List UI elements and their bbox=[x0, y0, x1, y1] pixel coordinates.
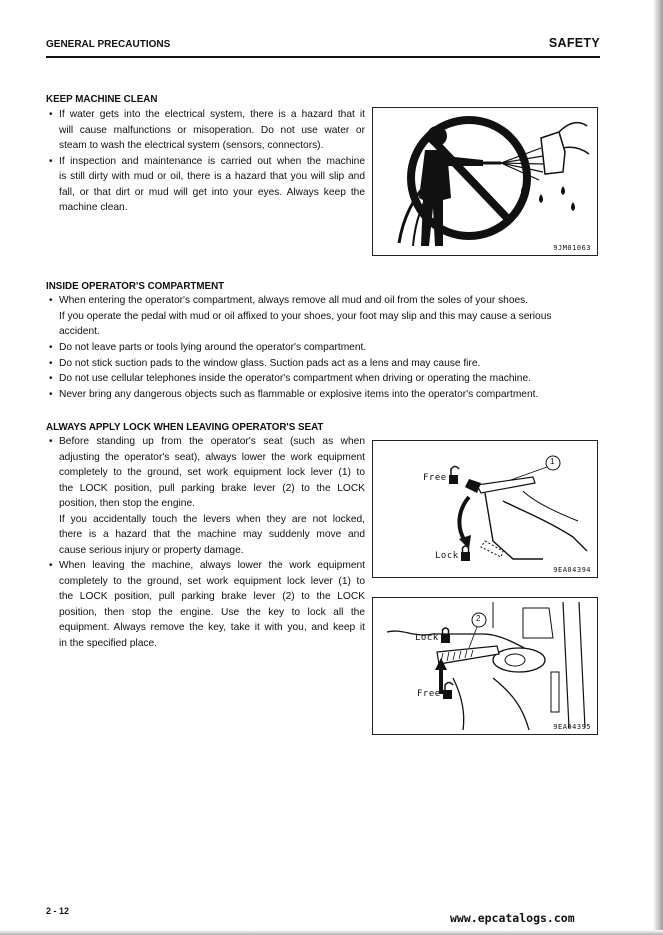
lock-label: Lock bbox=[435, 551, 459, 561]
section-title-keep-clean: KEEP MACHINE CLEAN bbox=[46, 94, 158, 105]
bullet: • bbox=[49, 155, 53, 167]
bullet: • bbox=[49, 436, 53, 447]
body-line: Never bring any dangerous objects such as flammable or explosive items into the operator's compartment. bbox=[59, 388, 539, 400]
body-line: Before standing up from the operator's seat (such as when bbox=[59, 436, 365, 447]
bullet: • bbox=[49, 357, 53, 369]
page-edge-shadow bbox=[653, 0, 663, 935]
bullet: • bbox=[49, 560, 53, 571]
figure-code: 9EA04394 bbox=[553, 566, 591, 574]
body-line: there is a hazard that the machine may suddenly move and bbox=[59, 529, 365, 540]
bullet: • bbox=[49, 342, 53, 353]
figure-code: 9EA04395 bbox=[553, 723, 591, 731]
body-line: the LOCK position, pull parking brake lever (2) to the LOCK bbox=[59, 591, 365, 602]
body-line: equipment. Always remove the key, take it with you, and keep it bbox=[59, 622, 365, 633]
no-washing-illustration bbox=[373, 108, 597, 255]
body-line: in the specified place. bbox=[59, 637, 157, 649]
body-line: When leaving the machine, always lower the work equipment bbox=[59, 560, 365, 571]
body-line: Do not use cellular telephones inside the operator's compartment when driving or operating the machine. bbox=[59, 373, 531, 384]
header-rule bbox=[46, 56, 600, 58]
body-line: When entering the operator's compartment, always remove all mud and oil from the soles of your shoes. bbox=[59, 295, 529, 306]
free-label: Free bbox=[417, 689, 441, 699]
body-line: completely to the ground, set work equipment lock lever (1) to bbox=[59, 467, 365, 478]
header-section-title: GENERAL PRECAUTIONS bbox=[46, 39, 171, 50]
body-line: fall, or that dirt or mud will get into your eyes. Always keep the bbox=[59, 186, 365, 198]
bullet: • bbox=[49, 109, 53, 120]
body-line: steam to wash the electrical system (sensors, connectors). bbox=[59, 140, 324, 151]
bullet: • bbox=[49, 295, 53, 306]
body-line: is still dirty with mud or oil, there is a hazard that you will slip and bbox=[59, 171, 365, 182]
page-number: 2 - 12 bbox=[46, 906, 70, 916]
body-line: Do not leave parts or tools lying around the operator's compartment. bbox=[59, 342, 367, 353]
body-line: completely to the ground, set work equipment lock lever (1) to bbox=[59, 575, 365, 587]
page-header bbox=[46, 34, 600, 54]
header-chapter-title: SAFETY bbox=[548, 36, 600, 50]
figure-lock-lever bbox=[372, 440, 598, 578]
body-line: If you accidentally touch the levers when they are not locked, bbox=[59, 513, 365, 525]
body-line: Do not stick suction pads to the window glass. Suction pads act as a lens and may cause fire. bbox=[59, 357, 481, 369]
locked-padlock-icon bbox=[441, 628, 450, 643]
figure-parking-brake bbox=[372, 597, 598, 735]
parking-brake-illustration bbox=[373, 598, 597, 734]
body-line: If inspection and maintenance is carried out when the machine bbox=[59, 155, 365, 167]
bullet: • bbox=[49, 388, 53, 400]
body-line: position, then stop the engine. bbox=[59, 498, 195, 509]
page-bottom-shadow bbox=[0, 930, 663, 935]
unlocked-padlock-icon bbox=[443, 683, 453, 700]
watermark-url: www.epcatalogs.com bbox=[450, 911, 575, 925]
body-line: If you operate the pedal with mud or oil affixed to your shoes, your foot may slip and this may cause a serious bbox=[59, 310, 552, 322]
callout-number: 1 bbox=[550, 457, 555, 466]
locked-padlock-icon bbox=[461, 546, 470, 561]
free-label: Free bbox=[423, 473, 447, 483]
section-title-apply-lock: ALWAYS APPLY LOCK WHEN LEAVING OPERATOR'S SEAT bbox=[46, 422, 324, 433]
body-line: will cause malfunctions or misoperation. Do not use water or bbox=[59, 124, 365, 136]
lock-label: Lock bbox=[415, 633, 439, 643]
callout-number: 2 bbox=[476, 614, 481, 623]
bullet: • bbox=[49, 373, 53, 384]
figure-no-washing bbox=[372, 107, 598, 256]
body-line: accident. bbox=[59, 326, 100, 337]
figure-code: 9JM01063 bbox=[553, 244, 591, 252]
body-line: adjusting the operator's seat), always lower the work equipment bbox=[59, 451, 365, 463]
body-line: position, then stop the engine. Use the key to lock all the bbox=[59, 606, 365, 618]
lock-lever-illustration bbox=[373, 441, 597, 577]
unlocked-padlock-icon bbox=[449, 467, 459, 485]
body-line: cause serious injury or property damage. bbox=[59, 544, 244, 556]
section-title-operator-compartment: INSIDE OPERATOR'S COMPARTMENT bbox=[46, 281, 225, 292]
body-line: the LOCK position, pull parking brake lever (2) to the LOCK bbox=[59, 482, 365, 494]
body-line: If water gets into the electrical system, there is a hazard that it bbox=[59, 109, 365, 120]
body-line: machine clean. bbox=[59, 202, 128, 213]
